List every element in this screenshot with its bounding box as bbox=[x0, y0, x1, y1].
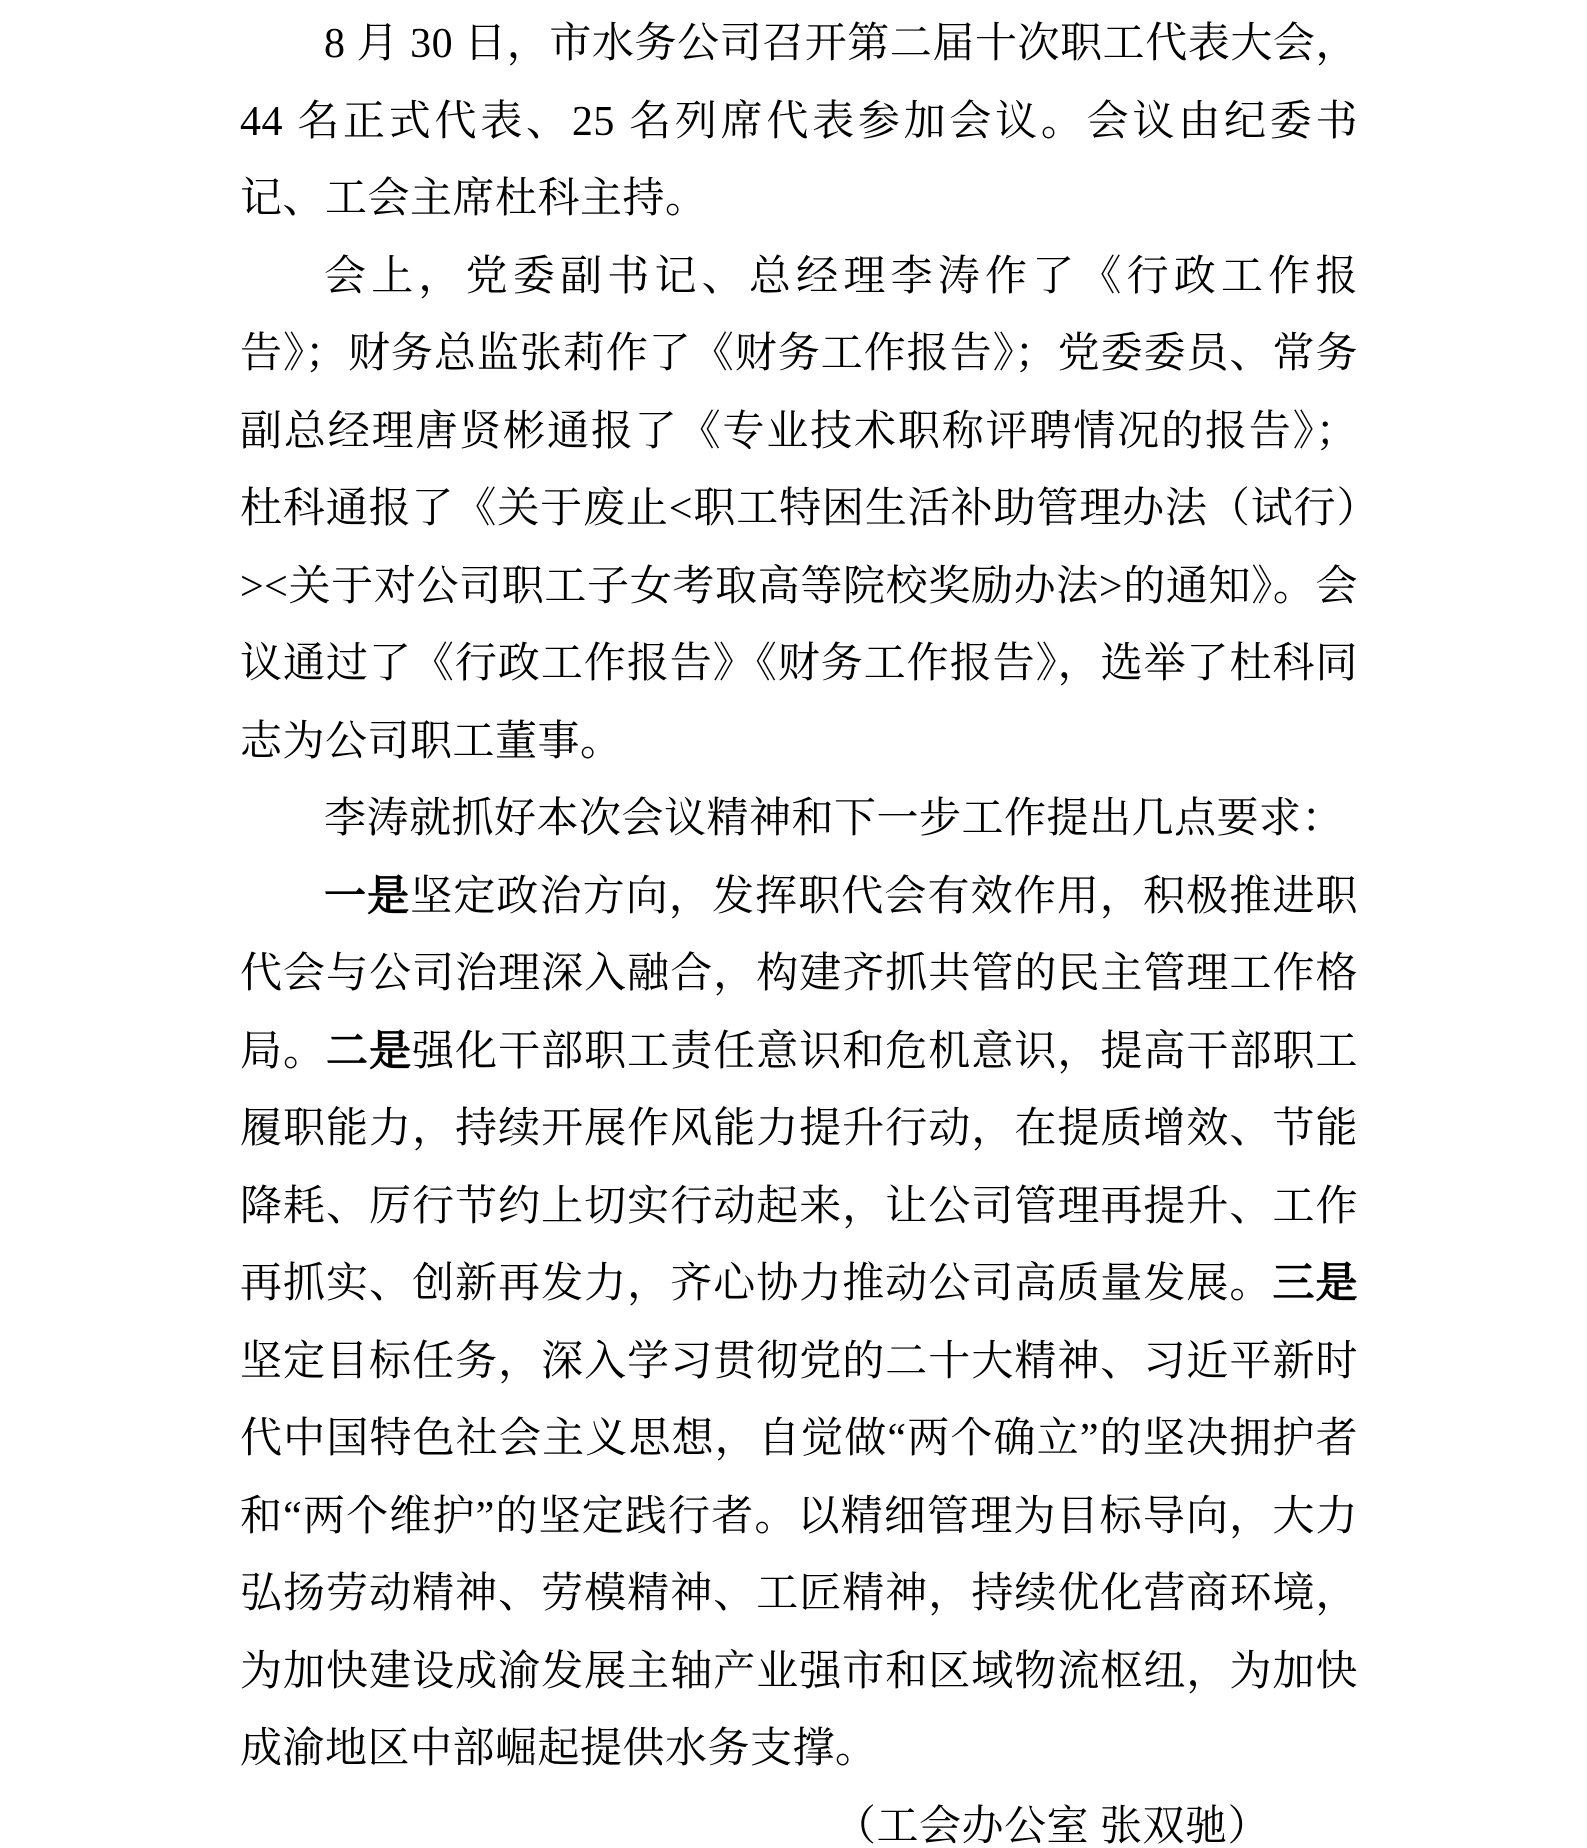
paragraph-reports-and-elections bbox=[240, 239, 1358, 782]
paragraph-text: 会上，党委副书记、总经理李涛作了《行政工作报告》；财务总监张莉作了《财务工作报告》；党委委员、常务副总经理唐贤彬通报了《专业技术职称评聘情况的报告》；杜科通报了《关于废止<职工特困生活补助管理办法（试行）><关于对公司职工子女考取高等院校奖励办法>的通知》。会议通过了《行政工作报告》《财务工作报告》，选举了杜科同志为公司职工董事。 bbox=[240, 253, 1358, 765]
paragraph-text: 坚定目标任务，深入学习贯彻党的二十大精神、习近平新时代中国特色社会主义思想，自觉做“两个确立”的坚决拥护者和“两个维护”的坚定践行者。以精细管理为目标导向，大力弘扬劳动精神、劳模精神、工匠精神，持续优化营商环境，为加快建设成渝发展主轴产业强市和区域物流枢纽，为加快成渝地区中部崛起提供水务支撑。 bbox=[240, 1338, 1358, 1772]
paragraph-text: 强化干部职工责任意识和危机意识，提高干部职工履职能力，持续开展作风能力提升行动，在提质增效、节能降耗、厉行节约上切实行动起来，让公司管理再提升、工作再抓实、创新再发力，齐心协力推动公司高质量发展。 bbox=[240, 1028, 1358, 1307]
bold-marker-third: 三是 bbox=[1272, 1261, 1358, 1307]
paragraph-text: 李涛就抓好本次会议精神和下一步工作提出几点要求： bbox=[324, 796, 1345, 842]
paragraph-meeting-overview bbox=[240, 6, 1358, 239]
paragraph-text: 坚定政治方向，发挥职代会有效作用，积极推进职代会与公司治理深入融合，构建齐抓共管的民主管理工作格局。 bbox=[240, 873, 1358, 1075]
signature-line: （工会办公室 张双驰） bbox=[833, 1803, 1270, 1848]
paragraph-requirements-intro bbox=[240, 781, 1358, 859]
bold-marker-first: 一是 bbox=[324, 873, 411, 920]
paragraph-text: 8 月 30 日，市水务公司召开第二届十次职工代表大会，44 名正式代表、25 名列席代表参加会议。会议由纪委书记、工会主席杜科主持。 bbox=[240, 21, 1358, 222]
bold-marker-second: 二是 bbox=[326, 1028, 413, 1075]
paragraph-requirements-detail bbox=[240, 859, 1358, 1789]
